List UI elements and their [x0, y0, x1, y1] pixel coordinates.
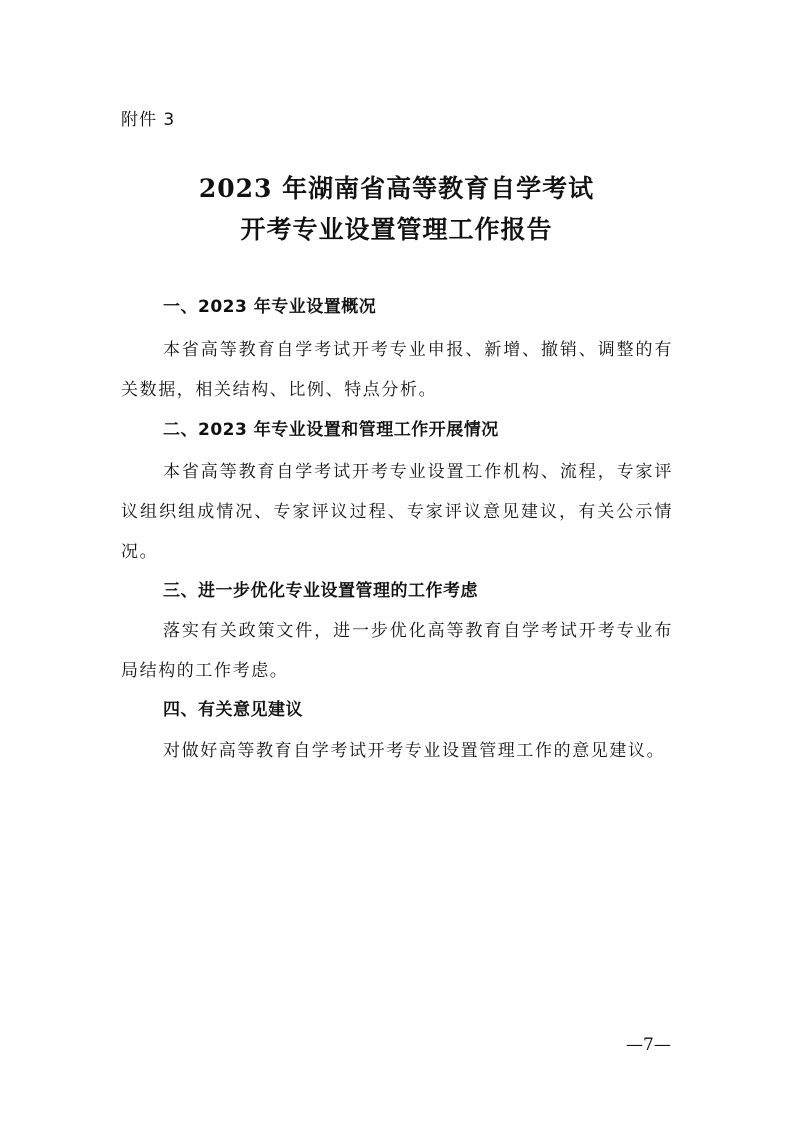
- section-heading-3: 三、进一步优化专业设置管理的工作考虑: [163, 581, 478, 601]
- section-body-2: 本省高等教育自学考试开考专业设置工作机构、流程，专家评议组织组成情况、专家评议过程、专家评议意见建议，有关公示情况。: [121, 462, 673, 562]
- section-body-3: 落实有关政策文件，进一步优化高等教育自学考试开考专业布局结构的工作考虑。: [121, 621, 673, 681]
- document-title-line-2: 开考专业设置管理工作报告: [240, 215, 553, 244]
- section-heading-1: 一、2023 年专业设置概况: [163, 297, 377, 317]
- section-heading-2: 二、2023 年专业设置和管理工作开展情况: [163, 420, 499, 440]
- page-number: —7—: [626, 1035, 671, 1055]
- attachment-label: 附件 3: [121, 110, 176, 130]
- document-title-line-1: 2023 年湖南省高等教育自学考试: [198, 174, 595, 203]
- section-body-1: 本省高等教育自学考试开考专业申报、新增、撤销、调整的有关数据，相关结构、比例、特点分析。: [121, 340, 673, 400]
- section-body-4: 对做好高等教育自学考试开考专业设置管理工作的意见建议。: [163, 741, 666, 761]
- section-heading-4: 四、有关意见建议: [163, 700, 303, 720]
